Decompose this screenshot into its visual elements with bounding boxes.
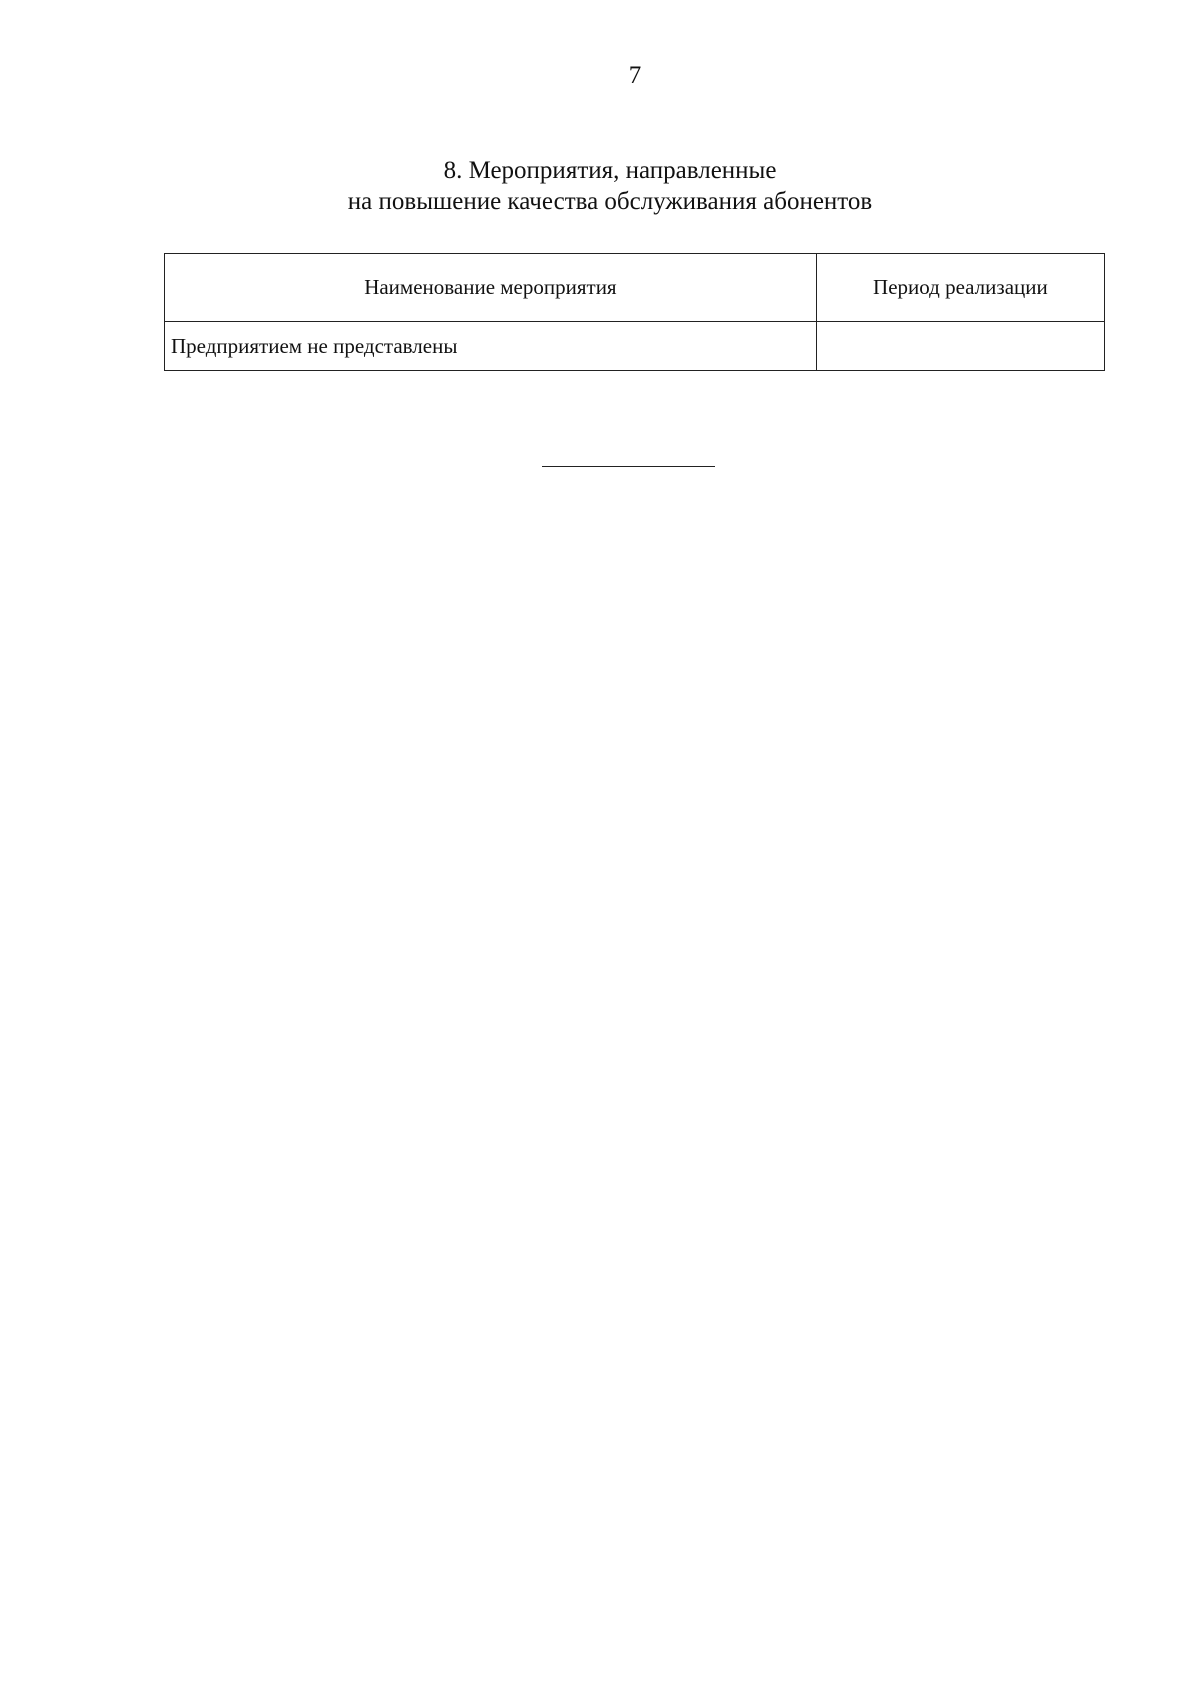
section-title-line-1: 8. Мероприятия, направленные xyxy=(443,157,777,184)
section-title-line-2: на повышение качества обслуживания абонентов xyxy=(347,188,873,215)
cell-measure-name: Предприятием не представлены xyxy=(165,322,817,371)
section-title xyxy=(0,155,1200,217)
cell-implementation-period xyxy=(816,322,1104,371)
table-header-row xyxy=(165,254,1105,322)
table-row xyxy=(165,322,1105,371)
page-number: 7 xyxy=(628,62,642,89)
end-of-section-rule xyxy=(542,466,715,467)
header-implementation-period: Период реализации xyxy=(816,254,1104,322)
measures-table xyxy=(164,253,1105,371)
header-measure-name: Наименование мероприятия xyxy=(165,254,817,322)
